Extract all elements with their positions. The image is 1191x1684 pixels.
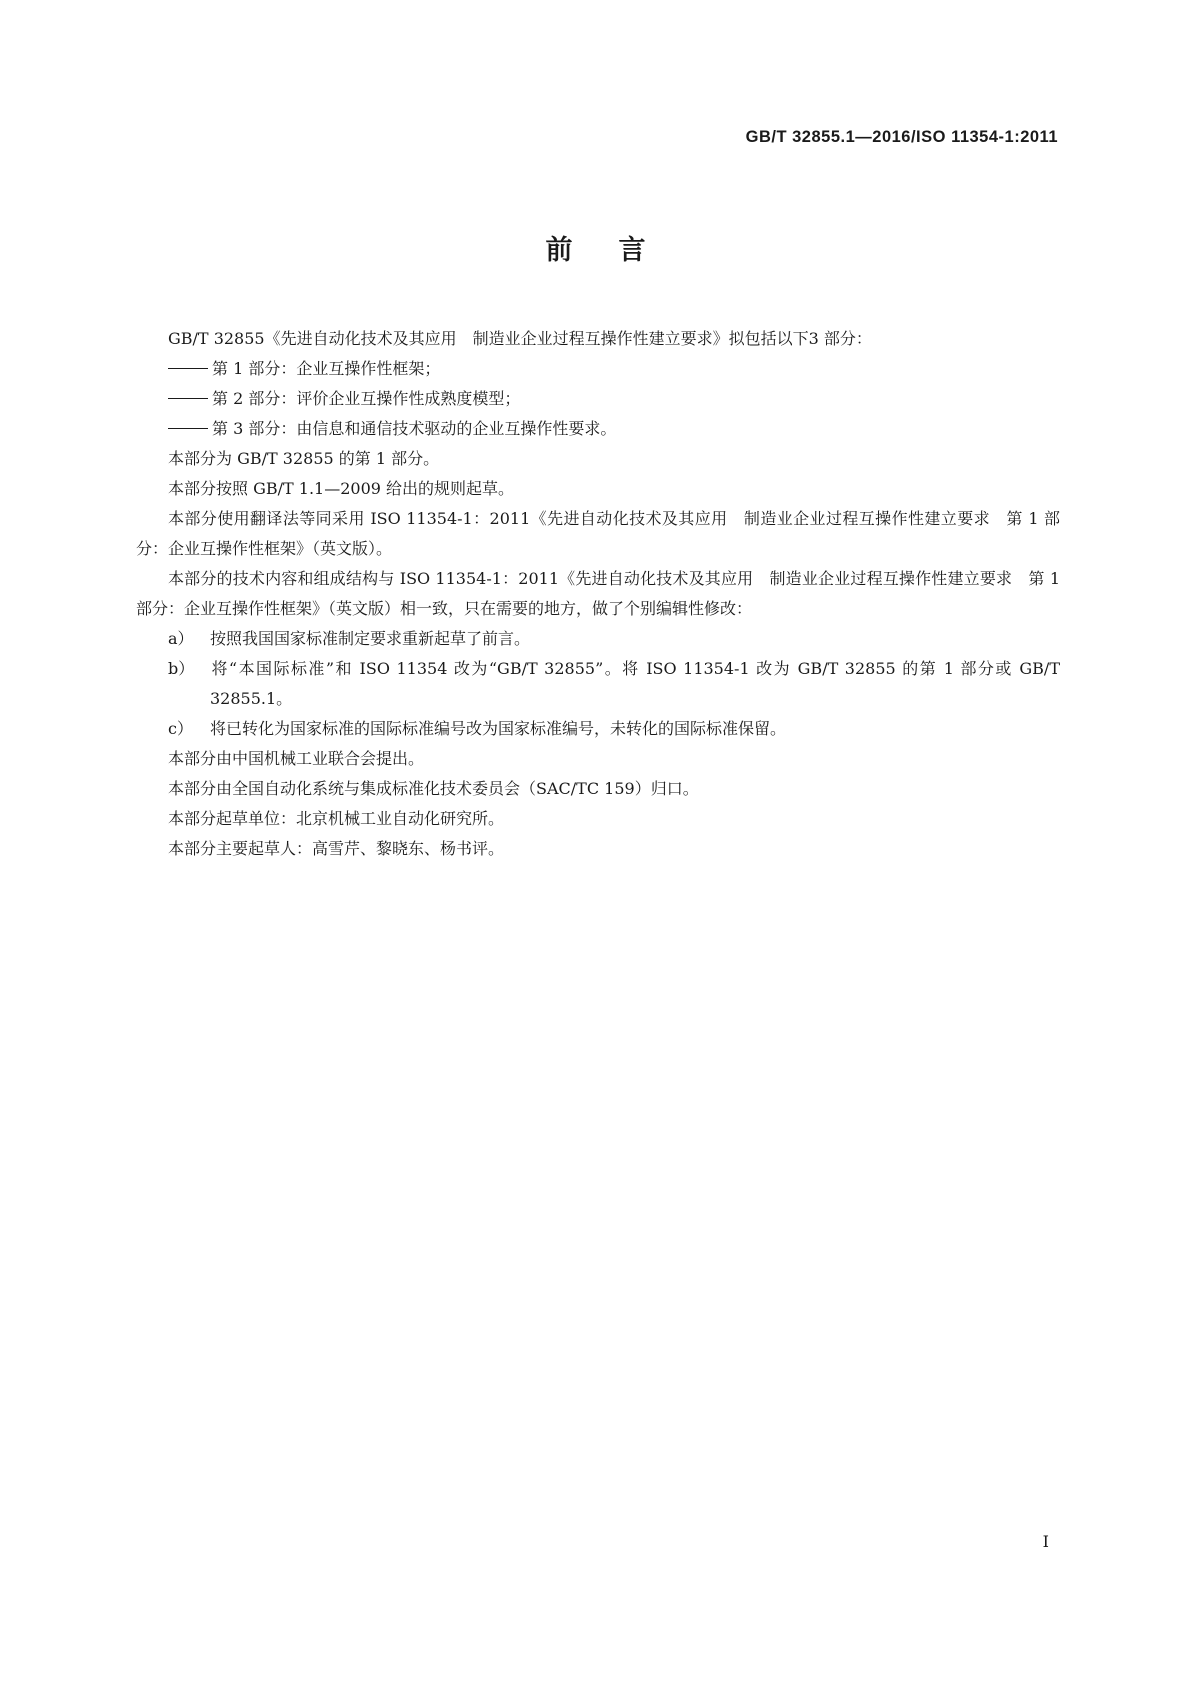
- paragraph-proposed-by: 本部分由中国机械工业联合会提出。: [168, 749, 425, 768]
- paragraph-consistency: 本部分的技术内容和组成结构与 ISO 11354-1：2011《先进自动化技术及其应用 制造业企业过程互操作性建立要求 第 1 部分：企业互操作性框架》（英文版）相一致，只在需要的地方，做了个别编辑性修改：: [136, 569, 1060, 618]
- standard-code: GB/T 32855.1—2016/ISO 11354-1:2011: [745, 128, 1058, 146]
- paragraph-adoption: 本部分使用翻译法等同采用 ISO 11354-1：2011《先进自动化技术及其应用 制造业企业过程互操作性建立要求 第 1 部分：企业互操作性框架》（英文版）。: [136, 509, 1060, 558]
- list-marker: b）: [168, 659, 195, 678]
- intro-paragraph: GB/T 32855《先进自动化技术及其应用 制造业企业过程互操作性建立要求》拟包括以下3 部分：: [168, 329, 872, 348]
- page-number: I: [1042, 1532, 1049, 1551]
- part-list-item: [136, 384, 1060, 414]
- part-list-item: [136, 354, 1060, 384]
- paragraph-managed-by: 本部分由全国自动化系统与集成标准化技术委员会（SAC/TC 159）归口。: [168, 779, 699, 798]
- part-text: 第 2 部分：评价企业互操作性成熟度模型；: [212, 389, 521, 408]
- part-text: 第 3 部分：由信息和通信技术驱动的企业互操作性要求。: [212, 419, 617, 438]
- change-list-item: [136, 714, 1060, 744]
- change-list-item: [136, 654, 1060, 714]
- em-dash-mark: [168, 428, 208, 429]
- paragraph-drafting-unit: 本部分起草单位：北京机械工业自动化研究所。: [168, 809, 505, 828]
- em-dash-mark: [168, 398, 208, 399]
- part-list-item: [136, 414, 1060, 444]
- paragraph-drafters: 本部分主要起草人：高雪芹、黎晓东、杨书评。: [168, 839, 505, 858]
- list-marker: a）: [168, 629, 194, 648]
- change-text: 将已转化为国家标准的国际标准编号改为国家标准编号，未转化的国际标准保留。: [210, 719, 787, 738]
- change-list-item: [136, 624, 1060, 654]
- paragraph-drafting-rules: 本部分按照 GB/T 1.1—2009 给出的规则起草。: [168, 479, 515, 498]
- paragraph-part-of: 本部分为 GB/T 32855 的第 1 部分。: [168, 449, 440, 468]
- em-dash-mark: [168, 368, 208, 369]
- part-text: 第 1 部分：企业互操作性框架；: [212, 359, 441, 378]
- document-body: [136, 324, 1060, 864]
- change-text: 将“本国际标准”和 ISO 11354 改为“GB/T 32855”。将 ISO 11354-1 改为 GB/T 32855 的第 1 部分或 GB/T 32855.1。: [210, 659, 1060, 708]
- change-text: 按照我国国家标准制定要求重新起草了前言。: [210, 629, 531, 648]
- page-title: 前言: [545, 235, 692, 266]
- list-marker: c）: [168, 719, 193, 738]
